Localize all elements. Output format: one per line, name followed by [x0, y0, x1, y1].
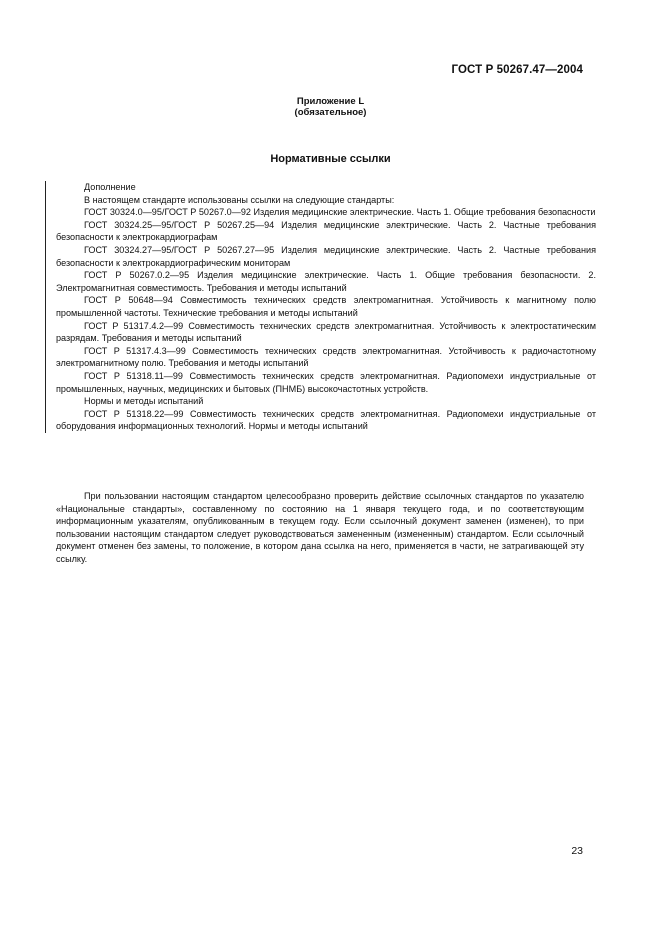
section-title: Нормативные ссылки	[270, 153, 391, 165]
body-paragraph-block	[56, 490, 584, 566]
annex-heading	[0, 96, 661, 118]
reference-item: ГОСТ Р 51317.4.2—99 Совместимость технических средств электромагнитная. Устойчивость к электростатическим разрядам. Требования и методы испытаний	[56, 320, 596, 344]
reference-item: ГОСТ 30324.25—95/ГОСТ Р 50267.25—94 Изделия медицинские электрические. Часть 2. Частные требования безопасности к электрокардиографам	[56, 219, 596, 243]
reference-item: ГОСТ Р 50267.0.2—95 Изделия медицинские электрические. Часть 1. Общие требования безопасности. 2. Электромагнитная совместимость. Требования и методы испытаний	[56, 270, 596, 293]
change-item-label: Дополнение	[84, 182, 136, 192]
annex-title: Приложение L	[296, 96, 365, 107]
reference-item: ГОСТ Р 51317.4.3—99 Совместимость технических средств электромагнитная. Устойчивость к радиочастотному электромагнитному полю. Требования и методы испытаний	[56, 345, 596, 369]
annex-status: (обязательное)	[294, 107, 367, 118]
change-item-intro: В настоящем стандарте использованы ссылки на следующие стандарты:	[84, 194, 395, 205]
change-marked-block	[45, 181, 596, 433]
reference-item: ГОСТ Р 51318.11—99 Совместимость технических средств электромагнитная. Радиопомехи индустриальные от промышленных, научных, медицинских и бытовых (ПНМБ) высокочастотных устройств.	[56, 370, 596, 394]
reference-item: ГОСТ Р 51318.22—99 Совместимость технических средств электромагнитная. Радиопомехи индустриальные от оборудования информационных технологий. Нормы и методы испытаний	[56, 408, 596, 432]
document-header-id: ГОСТ Р 50267.47—2004	[451, 64, 583, 76]
reference-item: ГОСТ 30324.27—95/ГОСТ Р 50267.27—95 Изделия медицинские электрические. Часть 2. Частные требования безопасности к электрокардиографическим мониторам	[56, 244, 596, 268]
body-paragraph: При пользовании настоящим стандартом целесообразно проверить действие ссылочных стандартов по указателю «Национальные стандарты», составленному по состоянию на 1 января текущего года, и по соответствующим информационным указателям, опубликованным в текущем году. Если ссылочный документ заменен (изменен), то при пользовании настоящим стандартом следует руководствоваться замененным (измененным) стандартом. Если ссылочный документ отменен без замены, то положение, в котором дана ссылка на него, применяется в части, не затрагивающей эту ссылку.	[56, 491, 584, 564]
reference-item-continuation: Нормы и методы испытаний	[84, 396, 204, 407]
page-number: 23	[571, 845, 583, 857]
reference-item: ГОСТ Р 50648—94 Совместимость технических средств электромагнитная. Устойчивость к магнитному полю промышленной частоты. Технические требования и методы испытаний	[56, 295, 596, 318]
reference-item: ГОСТ 30324.0—95/ГОСТ Р 50267.0—92 Изделия медицинские электрические. Часть 1. Общие требования безопасности	[84, 207, 596, 218]
